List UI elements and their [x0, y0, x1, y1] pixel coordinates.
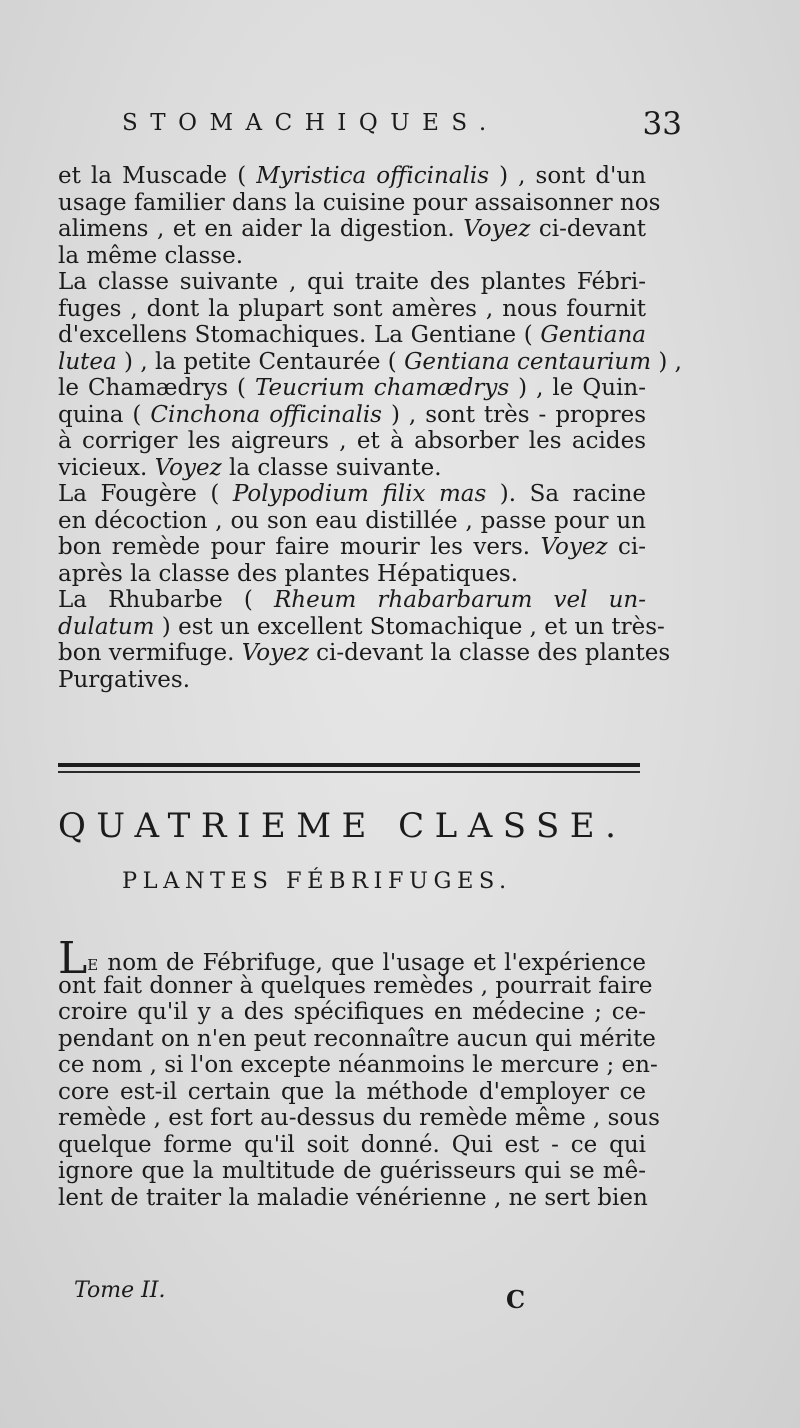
text-segment: à corriger les aigreurs , et à absorber les acides: [58, 428, 646, 454]
running-title: STOMACHIQUES.: [122, 110, 499, 136]
text-segment: fuges , dont la plupart sont amères , nous fournit: [58, 295, 646, 322]
text-segment: ci-devant la classe des plantes: [308, 640, 671, 666]
text-segment: ci-devant: [530, 216, 646, 242]
text-line: [58, 402, 646, 429]
section-divider: [58, 763, 640, 773]
text-line: quelque forme qu'il soit donné. Qui est - ce qui: [58, 1131, 646, 1158]
text-segment: La Rhubarbe (: [58, 587, 274, 613]
text-line: remède , est fort au-dessus du remède même , sous: [58, 1105, 660, 1131]
text-line: [58, 481, 646, 508]
italic-text: Teucrium chamædrys: [254, 375, 510, 401]
text-segment: d'excellens Stomachiques. La Gentiane (: [58, 322, 541, 348]
text-segment: en décoction , ou son eau distillée , passe pour un: [58, 507, 646, 534]
text-segment: ) , sont d'un: [489, 163, 647, 189]
text-segment: usage familier dans la cuisine pour assaisonner nos: [58, 189, 661, 216]
page-footer: [74, 1278, 534, 1314]
body-text-bottom: [58, 933, 660, 1211]
drop-cap: L: [58, 933, 88, 984]
text-line: [58, 667, 646, 694]
class-subheading: PLANTES FÉBRIFUGES.: [122, 868, 512, 894]
text-line: [58, 455, 646, 482]
text-segment: ) est un excellent Stomachique , et un très-: [154, 613, 665, 640]
text-line: croire qu'il y a des spécifiques en médecine ; ce-: [58, 999, 646, 1025]
text-segment: ) ,: [651, 348, 682, 375]
text-line: [58, 322, 646, 349]
text-line: [58, 348, 682, 376]
text-line: [58, 508, 646, 535]
text-segment: Purgatives.: [58, 666, 191, 693]
text-segment: alimens , et en aider la digestion.: [58, 216, 464, 242]
italic-text: lutea: [58, 348, 117, 375]
text-line: ce nom , si l'on excepte néanmoins le mercure ; en-: [58, 1052, 658, 1078]
signature-mark: C: [506, 1285, 526, 1314]
text-segment: quina (: [58, 401, 151, 428]
text-line: [58, 640, 671, 667]
text-segment: le Chamædrys (: [58, 375, 255, 401]
text-line: [58, 428, 646, 455]
text-segment: bon remède pour faire mourir les vers.: [58, 534, 541, 560]
italic-text: Voyez: [154, 454, 222, 481]
italic-text: Voyez: [463, 216, 531, 242]
first-line-rest: nom de Fébrifuge, que l'usage et l'expérience: [99, 950, 646, 976]
text-segment: ) , le Quin-: [509, 375, 646, 401]
italic-text: Rheum rhabarbarum vel un-: [273, 587, 646, 613]
italic-text: Polypodium filix mas: [232, 481, 487, 507]
text-line: [58, 163, 646, 190]
text-segment: ) , la petite Centaurée (: [116, 348, 405, 375]
italic-text: Voyez: [241, 640, 309, 666]
italic-text: Gentiana centaurium: [404, 348, 652, 375]
text-line: [58, 613, 665, 641]
drop-cap-smallcaps: E: [87, 956, 100, 974]
text-segment: ) , sont très - propres: [381, 401, 647, 428]
divider-thin-rule: [58, 771, 640, 773]
italic-text: dulatum: [58, 613, 155, 640]
text-segment: vicieux.: [58, 454, 155, 481]
text-line: ont fait donner à quelques remèdes , pourrait faire: [58, 972, 653, 999]
text-line: [58, 296, 646, 323]
text-line: [58, 534, 646, 561]
text-segment: et la Muscade (: [58, 163, 257, 189]
text-line: [58, 243, 646, 270]
text-segment: ). Sa racine: [486, 481, 646, 507]
text-line: [58, 189, 661, 217]
italic-text: Cinchona officinalis: [150, 401, 382, 428]
text-line: [58, 587, 646, 614]
body-text-top: [58, 163, 682, 693]
italic-text: Voyez: [540, 534, 608, 560]
class-heading: QUATRIEME CLASSE.: [58, 806, 627, 846]
text-line: [58, 375, 646, 402]
first-line: [58, 933, 646, 984]
running-head: [122, 106, 682, 150]
text-segment: la même classe.: [58, 242, 244, 269]
text-line: lent de traiter la maladie vénérienne , ne sert bien: [58, 1184, 648, 1211]
text-line: [58, 269, 646, 296]
text-segment: La classe suivante , qui traite des plantes Fébri-: [58, 269, 646, 295]
text-line: pendant on n'en peut reconnaître aucun qui mérite: [58, 1025, 656, 1052]
text-line: [58, 561, 646, 588]
text-segment: après la classe des plantes Hépatiques.: [58, 560, 518, 587]
divider-thick-rule: [58, 763, 640, 767]
text-line: ignore que la multitude de guérisseurs qui se mê-: [58, 1158, 646, 1184]
text-line: core est-il certain que la méthode d'employer ce: [58, 1078, 646, 1105]
italic-text: Gentiana: [540, 322, 646, 348]
italic-text: Myristica officinalis: [256, 163, 490, 189]
page-number: 33: [642, 106, 682, 142]
text-line: [58, 216, 646, 243]
text-segment: ci-: [607, 534, 646, 560]
text-segment: bon vermifuge.: [58, 640, 242, 666]
text-segment: la classe suivante.: [221, 454, 442, 481]
volume-label: Tome II.: [74, 1278, 166, 1303]
text-segment: La Fougère (: [58, 481, 233, 507]
